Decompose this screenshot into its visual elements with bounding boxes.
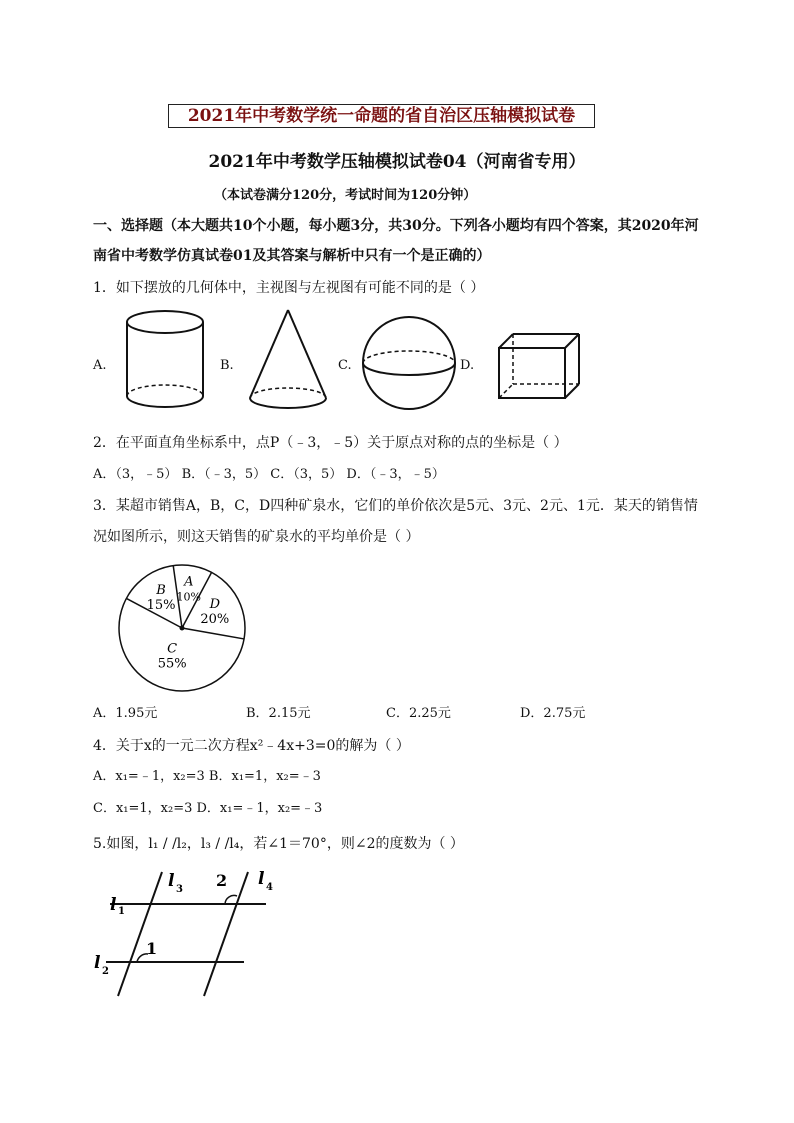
pie-value-label-b: 15% <box>146 598 176 614</box>
pie-value-label-c: 55% <box>157 656 187 672</box>
label-l3-sub: 3 <box>176 884 183 895</box>
parallel-lines-figure <box>92 866 272 1006</box>
pie-category-label-c: C <box>167 641 178 657</box>
sales-pie-chart <box>112 560 252 694</box>
label-l4-sub: 4 <box>266 882 273 893</box>
question-2-options: A．（3，﹣5） B．（﹣3，5） C．（3，5） D．（﹣3，﹣5） <box>93 467 445 482</box>
section-heading-line-1: 一、选择题（本大题共10个小题，每小题3分，共30分。下列各小题均有四个答案，其2020年河 <box>93 218 699 234</box>
label-l1-sub: 1 <box>118 906 125 917</box>
exam-series-banner: 2021年中考数学统一命题的省自治区压轴模拟试卷 <box>168 104 595 128</box>
page-title: 2021年中考数学压轴模拟试卷04（河南省专用） <box>208 152 586 172</box>
label-l4: l <box>258 869 265 889</box>
question-4-options-row-2: C．x₁=1，x₂=3 D．x₁=﹣1，x₂=﹣3 <box>93 801 323 816</box>
q3-option-d: D．2.75元 <box>520 706 586 721</box>
label-l2: l <box>94 953 101 973</box>
q1-option-c-label: C. <box>338 358 352 373</box>
cylinder-figure <box>118 306 212 414</box>
question-3-stem-line-1: 3．某超市销售A，B，C，D四种矿泉水，它们的单价依次是5元、3元、2元、1元．某天的销售情 <box>93 498 698 514</box>
pie-value-label-a: 10% <box>176 590 202 604</box>
label-l2-sub: 2 <box>102 966 109 977</box>
q3-option-b: B．2.15元 <box>246 706 311 721</box>
sphere-figure <box>355 314 463 412</box>
pie-value-label-d: 20% <box>200 611 230 627</box>
question-4-options-row-1: A．x₁=﹣1，x₂=3 B．x₁=1，x₂=﹣3 <box>93 769 321 784</box>
line-l3 <box>118 872 162 996</box>
pie-slice-boundary-c <box>182 628 244 639</box>
page-subtitle: （本试卷满分120分，考试时间为120分钟） <box>214 188 477 203</box>
pie-category-label-d: D <box>209 596 221 612</box>
cuboid-figure <box>495 330 585 402</box>
q3-option-a: A．1.95元 <box>93 706 158 721</box>
q1-option-a-label: A. <box>93 358 107 373</box>
pie-category-label-b: B <box>156 583 166 599</box>
question-1-stem: 1．如下摆放的几何体中，主视图与左视图有可能不同的是（ ） <box>93 280 485 296</box>
label-l3: l <box>168 871 175 891</box>
pie-category-label-a: A <box>184 574 194 590</box>
section-heading-line-2: 南省中考数学仿真试卷01及其答案与解析中只有一个是正确的） <box>93 248 491 264</box>
question-2-stem: 2．在平面直角坐标系中，点P（﹣3，﹣5）关于原点对称的点的坐标是（ ） <box>93 435 568 451</box>
label-l1: l <box>110 895 117 915</box>
angle-2-label: 2 <box>216 871 228 890</box>
q1-option-b-label: B. <box>220 358 234 373</box>
question-4-stem: 4．关于x的一元二次方程x²﹣4x+3=0的解为（ ） <box>93 738 410 754</box>
cone-figure <box>244 306 332 414</box>
question-3-stem-line-2: 况如图所示，则这天销售的矿泉水的平均单价是（ ） <box>93 529 420 545</box>
q3-option-c: C．2.25元 <box>386 706 451 721</box>
pie-center-dot <box>180 626 185 631</box>
line-l4 <box>204 872 248 996</box>
angle-1-label: 1 <box>146 939 158 958</box>
angle-2-arc <box>225 895 237 904</box>
q1-option-d-label: D. <box>460 358 475 373</box>
question-5-stem: 5.如图，l₁ / /l₂，l₃ / /l₄，若∠1＝70°，则∠2的度数为（ ） <box>93 836 464 852</box>
